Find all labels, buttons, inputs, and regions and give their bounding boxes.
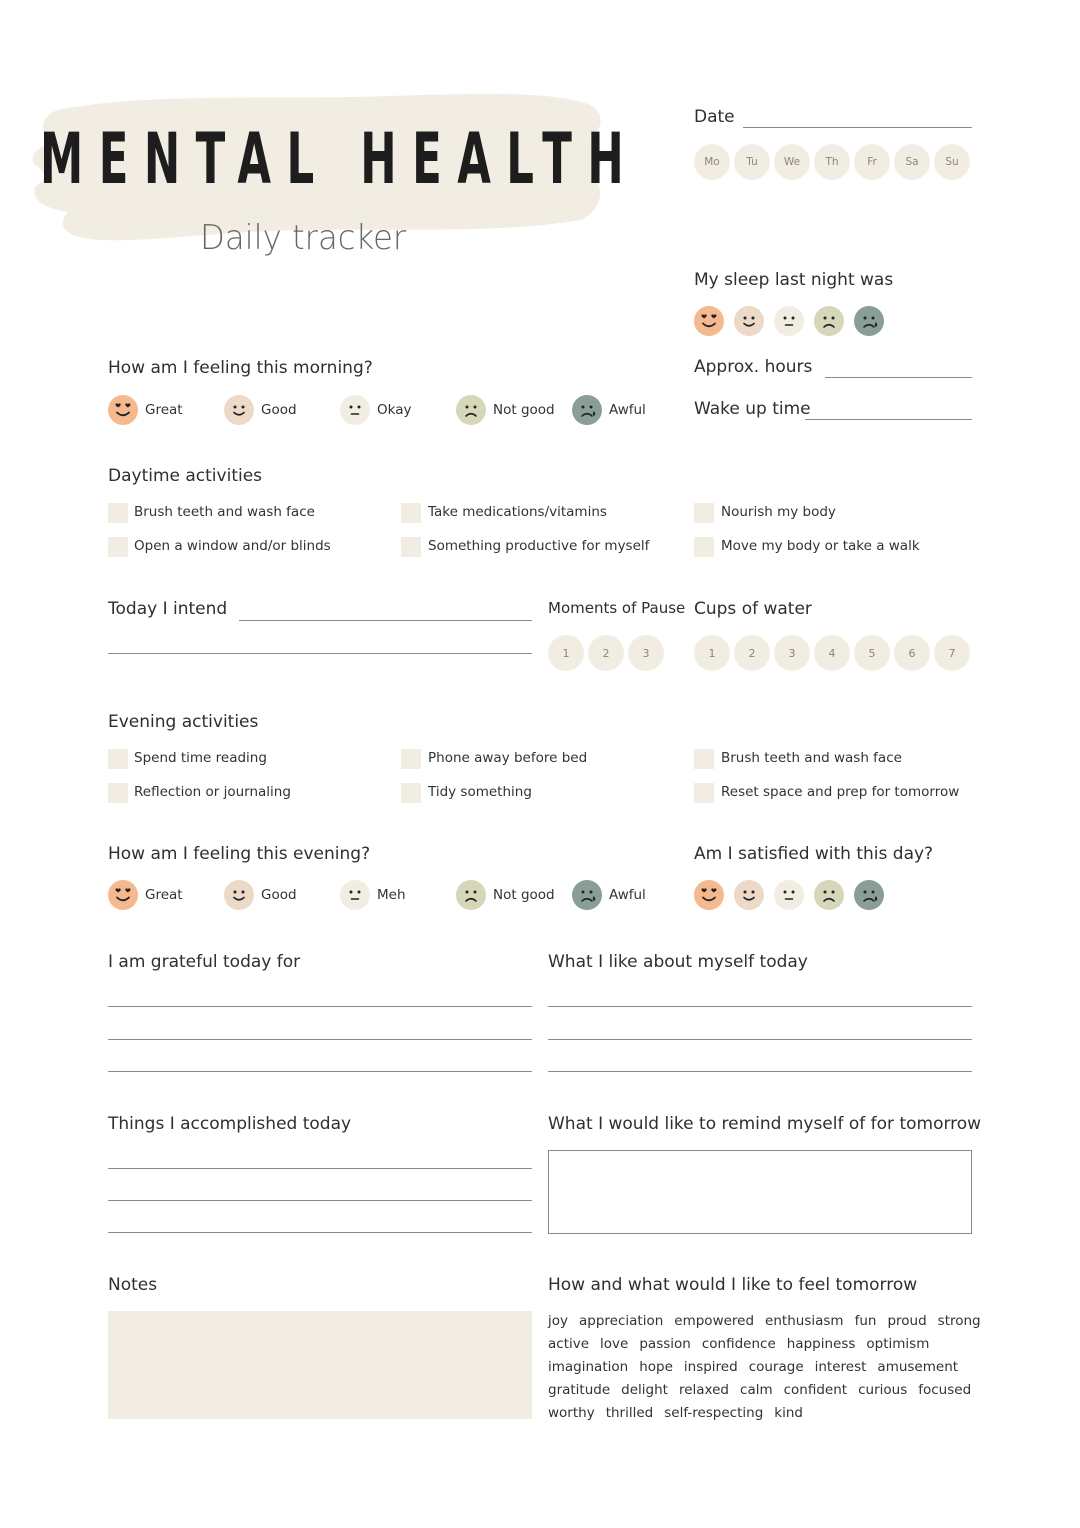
water-cup-circle[interactable]: 6: [894, 635, 930, 671]
feeling-word[interactable]: worthy: [548, 1405, 595, 1421]
not-good-face-icon[interactable]: [814, 880, 844, 910]
feeling-word[interactable]: proud: [887, 1313, 927, 1329]
feeling-word[interactable]: delight: [621, 1382, 668, 1398]
mood-label: Great: [145, 887, 183, 903]
okay-face-icon[interactable]: [774, 880, 804, 910]
checkbox[interactable]: [401, 537, 421, 557]
mood-option-not-good[interactable]: [456, 880, 555, 910]
intend-label: Today I intend: [108, 599, 228, 619]
like-myself-label: What I like about myself today: [548, 952, 808, 972]
checkbox[interactable]: [694, 783, 714, 803]
mood-label: Not good: [493, 402, 555, 418]
wake-up-label: Wake up time: [694, 399, 811, 419]
checkbox-label: Take medications/vitamins: [428, 504, 607, 520]
checkbox[interactable]: [401, 749, 421, 769]
feeling-word[interactable]: confident: [783, 1382, 848, 1398]
remind-box[interactable]: [548, 1150, 972, 1234]
mood-label: Meh: [377, 887, 406, 903]
checkbox[interactable]: [108, 749, 128, 769]
feeling-word[interactable]: inspired: [683, 1359, 738, 1375]
good-face-icon: [224, 395, 254, 425]
notes-box[interactable]: [108, 1311, 532, 1419]
not-good-face-icon[interactable]: [814, 306, 844, 336]
mood-option-great[interactable]: [108, 395, 183, 425]
feelings-row: [548, 1333, 978, 1356]
feeling-word[interactable]: calm: [740, 1382, 773, 1398]
awful-face-icon: [572, 395, 602, 425]
feeling-word[interactable]: happiness: [786, 1336, 856, 1352]
day-circle[interactable]: Su: [934, 144, 970, 180]
good-face-icon[interactable]: [734, 880, 764, 910]
checkbox-label: Spend time reading: [134, 750, 267, 766]
grateful-label: I am grateful today for: [108, 952, 301, 972]
checkbox-label: Phone away before bed: [428, 750, 588, 766]
feeling-word[interactable]: relaxed: [678, 1382, 730, 1398]
checkbox-label: Open a window and/or blinds: [134, 538, 331, 554]
remind-label: What I would like to remind myself of for tomorrow: [548, 1114, 982, 1134]
not-good-face-icon: [456, 880, 486, 910]
feeling-word[interactable]: focused: [918, 1382, 972, 1398]
mood-option-not-good[interactable]: [456, 395, 555, 425]
awful-face-icon: [572, 880, 602, 910]
great-face-icon[interactable]: [694, 306, 724, 336]
checkbox-label: Reset space and prep for tomorrow: [721, 784, 960, 800]
water-cup-circle[interactable]: 1: [694, 635, 730, 671]
grateful-line[interactable]: [108, 1006, 532, 1007]
mood-label: Awful: [609, 887, 646, 903]
feeling-word[interactable]: appreciation: [579, 1313, 664, 1329]
grateful-line[interactable]: [108, 1071, 532, 1072]
page-title: MENTAL HEALTH: [40, 118, 640, 200]
great-face-icon: [108, 880, 138, 910]
feeling-word[interactable]: fun: [854, 1313, 877, 1329]
feelings-row: [548, 1379, 978, 1402]
great-face-icon[interactable]: [694, 880, 724, 910]
feeling-word[interactable]: enthusiasm: [765, 1313, 844, 1329]
mood-option-okay[interactable]: [340, 395, 411, 425]
approx-hours-line[interactable]: [825, 377, 972, 378]
day-circle[interactable]: Tu: [734, 144, 770, 180]
pause-circle[interactable]: 1: [548, 635, 584, 671]
pause-circle[interactable]: 3: [628, 635, 664, 671]
feel-tomorrow-label: How and what would I like to feel tomorrow: [548, 1275, 918, 1295]
water-cup-circle[interactable]: 7: [934, 635, 970, 671]
feeling-word[interactable]: passion: [639, 1336, 691, 1352]
mood-option-good[interactable]: [224, 880, 297, 910]
checkbox[interactable]: [401, 783, 421, 803]
okay-face-icon: [340, 395, 370, 425]
water-cup-circle[interactable]: 3: [774, 635, 810, 671]
accomplished-label: Things I accomplished today: [108, 1114, 352, 1134]
checkbox[interactable]: [108, 537, 128, 557]
checkbox-label: Brush teeth and wash face: [134, 504, 315, 520]
water-cup-circle[interactable]: 2: [734, 635, 770, 671]
like-myself-line[interactable]: [548, 1071, 972, 1072]
feelings-row: [548, 1310, 981, 1333]
feeling-word[interactable]: kind: [774, 1405, 803, 1421]
mood-option-meh[interactable]: [340, 880, 406, 910]
grateful-line[interactable]: [108, 1039, 532, 1040]
sleep-label: My sleep last night was: [694, 270, 894, 290]
checkbox[interactable]: [108, 503, 128, 523]
mood-label: Great: [145, 402, 183, 418]
feelings-word-list: [548, 1310, 981, 1425]
water-cup-circle[interactable]: 4: [814, 635, 850, 671]
sleep-faces: [694, 306, 894, 338]
feeling-word[interactable]: amusement: [877, 1359, 959, 1375]
checkbox-label: Something productive for myself: [428, 538, 650, 554]
approx-hours-label: Approx. hours: [694, 357, 813, 377]
good-face-icon: [224, 880, 254, 910]
day-circle[interactable]: Th: [814, 144, 850, 180]
feeling-word[interactable]: interest: [814, 1359, 867, 1375]
checkbox[interactable]: [694, 503, 714, 523]
feeling-word[interactable]: gratitude: [548, 1382, 611, 1398]
feeling-word[interactable]: curious: [858, 1382, 908, 1398]
feeling-word[interactable]: self-respecting: [664, 1405, 764, 1421]
checkbox-label: Move my body or take a walk: [721, 538, 920, 554]
evening-activities-label: Evening activities: [108, 712, 259, 732]
pause-circle[interactable]: 2: [588, 635, 624, 671]
checkbox-label: Nourish my body: [721, 504, 836, 520]
day-circle[interactable]: Sa: [894, 144, 930, 180]
feeling-word[interactable]: hope: [639, 1359, 673, 1375]
feeling-word[interactable]: imagination: [548, 1359, 629, 1375]
feeling-word[interactable]: courage: [748, 1359, 804, 1375]
water-label: Cups of water: [694, 599, 812, 619]
feeling-word[interactable]: active: [548, 1336, 590, 1352]
pause-label: Moments of Pause: [548, 599, 686, 617]
checkbox[interactable]: [694, 537, 714, 557]
mood-label: Not good: [493, 887, 555, 903]
like-myself-line[interactable]: [548, 1006, 972, 1007]
checkbox[interactable]: [694, 749, 714, 769]
day-circle[interactable]: We: [774, 144, 810, 180]
morning-feeling-label: How am I feeling this morning?: [108, 358, 373, 378]
mood-option-great[interactable]: [108, 880, 183, 910]
checkbox-label: Tidy something: [428, 784, 532, 800]
okay-face-icon[interactable]: [774, 306, 804, 336]
feeling-word[interactable]: thrilled: [605, 1405, 654, 1421]
mood-option-good[interactable]: [224, 395, 297, 425]
day-circle[interactable]: Fr: [854, 144, 890, 180]
accomplished-line[interactable]: [108, 1232, 532, 1233]
date-label: Date: [694, 107, 735, 127]
like-myself-line[interactable]: [548, 1039, 972, 1040]
intend-line[interactable]: [108, 653, 532, 654]
mood-label: Good: [261, 402, 297, 418]
not-good-face-icon: [456, 395, 486, 425]
feeling-word[interactable]: optimism: [866, 1336, 930, 1352]
accomplished-line[interactable]: [108, 1168, 532, 1169]
satisfied-label: Am I satisfied with this day?: [694, 844, 934, 864]
awful-face-icon[interactable]: [854, 880, 884, 910]
feeling-word[interactable]: strong: [937, 1313, 981, 1329]
evening-feeling-label: How am I feeling this evening?: [108, 844, 371, 864]
intend-line[interactable]: [239, 620, 532, 621]
water-cup-circle[interactable]: 5: [854, 635, 890, 671]
great-face-icon: [108, 395, 138, 425]
feeling-word[interactable]: empowered: [674, 1313, 755, 1329]
feeling-word[interactable]: confidence: [701, 1336, 776, 1352]
feelings-row: [548, 1402, 978, 1425]
wake-up-line[interactable]: [805, 419, 972, 420]
good-face-icon[interactable]: [734, 306, 764, 336]
feeling-word[interactable]: joy: [548, 1313, 568, 1329]
feeling-word[interactable]: love: [600, 1336, 629, 1352]
mood-option-awful[interactable]: [572, 395, 646, 425]
date-line[interactable]: [743, 127, 972, 128]
awful-face-icon[interactable]: [854, 306, 884, 336]
okay-face-icon: [340, 880, 370, 910]
checkbox-label: Brush teeth and wash face: [721, 750, 902, 766]
daytime-activities-label: Daytime activities: [108, 466, 263, 486]
mood-label: Awful: [609, 402, 646, 418]
checkbox[interactable]: [108, 783, 128, 803]
checkbox[interactable]: [401, 503, 421, 523]
accomplished-line[interactable]: [108, 1200, 532, 1201]
mood-option-awful[interactable]: [572, 880, 646, 910]
mood-label: Okay: [377, 402, 412, 418]
checkbox-label: Reflection or journaling: [134, 784, 291, 800]
satisfied-faces: [694, 880, 894, 912]
page-subtitle: Daily tracker: [200, 218, 407, 258]
mood-label: Good: [261, 887, 297, 903]
day-circle[interactable]: Mo: [694, 144, 730, 180]
feelings-row: [548, 1356, 978, 1379]
notes-label: Notes: [108, 1275, 158, 1295]
